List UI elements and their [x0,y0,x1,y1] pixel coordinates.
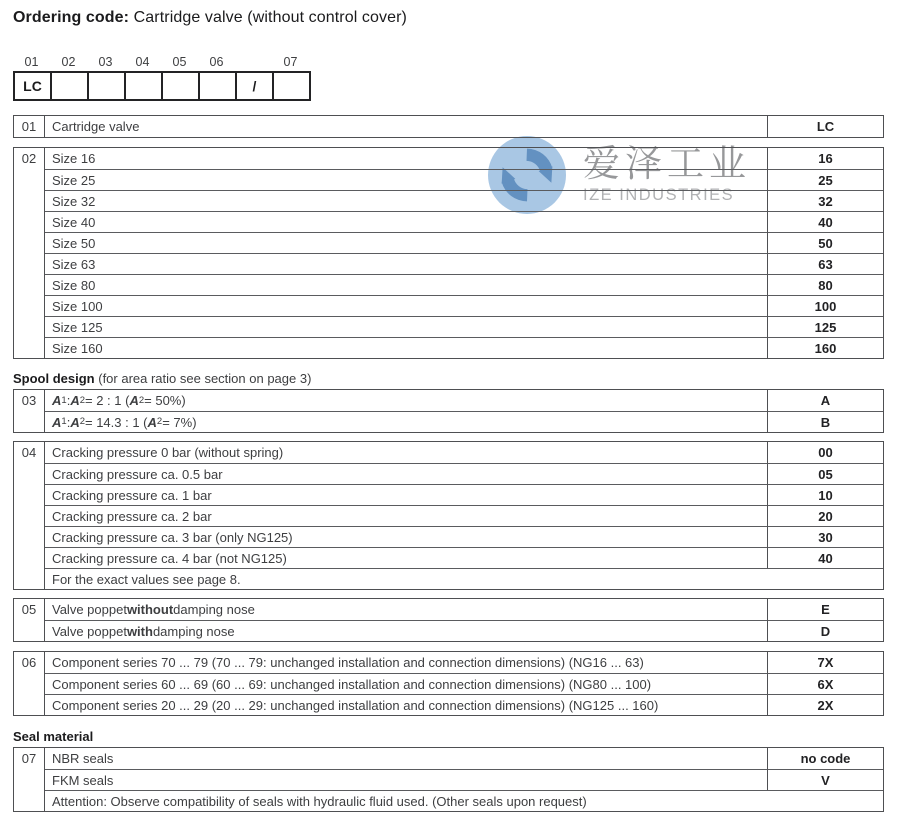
code-label: 04 [135,55,150,69]
row-value: 2X [767,694,883,715]
row-label: Size 16 [52,151,96,166]
table-section-05 [13,598,884,642]
row-value: 20 [767,505,883,526]
row-value: 40 [767,547,883,568]
watermark-en-text: IZE INDUSTRIES [583,186,735,204]
table-section-04 [13,441,884,590]
row-label: Component series 70 ... 79 (70 ... 79: unchanged installation and connection dimensions) (NG16 ... 63) [52,655,644,670]
row-value: A [767,390,883,411]
table-section-03 [13,389,884,433]
row-label: Size 125 [45,316,767,337]
code-cell [87,71,126,101]
row-label: NBR seals [52,751,114,766]
row-value: 25 [767,169,883,190]
row-label: A 1 : A 2 = 2 : 1 ( A 2 = 50%) [52,393,186,408]
row-value: 50 [767,232,883,253]
code-cell [161,71,200,101]
row-value: D [767,620,883,641]
row-label: Component series 60 ... 69 (60 ... 69: unchanged installation and connection dimensions) (NG80 ... 100) [45,673,767,694]
row-value: 100 [767,295,883,316]
table-section-01 [13,115,884,138]
row-value: no code [767,748,883,769]
table-section-02 [13,142,884,359]
watermark-cn-text: 爱泽工业 [583,142,751,185]
section-number: 02 [14,148,45,358]
spool-design-heading: Spool design (for area ratio see section on page 3) [13,371,312,386]
row-label: FKM seals [45,769,767,790]
section-number: 06 [14,652,45,715]
code-cell [124,71,163,101]
row-label: Cracking pressure ca. 3 bar (only NG125) [45,526,767,547]
row-value: 10 [767,484,883,505]
page-title-rest: Cartridge valve (without control cover) [129,9,407,26]
row-label: Size 80 [45,274,767,295]
row-label: Cracking pressure ca. 1 bar [45,484,767,505]
section-number: 04 [14,442,45,589]
row-value: 16 [767,148,883,169]
row-value: 05 [767,463,883,484]
row-value: LC [767,116,883,137]
row-label-fullspan: Attention: Observe compatibility of seals with hydraulic fluid used. (Other seals upon request) [45,790,883,811]
row-label: Cartridge valve [52,119,140,134]
code-label: 03 [98,55,113,69]
code-label: 05 [172,55,187,69]
code-boxes [13,71,897,101]
row-label: Cracking pressure ca. 2 bar [45,505,767,526]
code-position-labels [13,55,897,69]
seal-material-heading: Seal material [13,729,94,744]
row-value: 80 [767,274,883,295]
row-label: A 1 : A 2 = 14.3 : 1 ( A 2 = 7%) [45,411,767,432]
row-value: 40 [767,211,883,232]
row-value: 30 [767,526,883,547]
row-value: 160 [767,337,883,358]
row-label: Size 50 [45,232,767,253]
row-value: 00 [767,442,883,463]
section-number: 01 [14,116,45,137]
code-label: 07 [283,55,298,69]
code-cell [198,71,237,101]
row-value: 125 [767,316,883,337]
code-label: 06 [209,55,224,69]
section-number: 05 [14,599,45,641]
table-section-06 [13,651,884,716]
page-title-bold: Ordering code: [13,9,130,26]
code-label: 02 [61,55,76,69]
row-label: Cracking pressure 0 bar (without spring) [52,445,284,460]
code-cell: / [235,71,274,101]
row-value: E [767,599,883,620]
row-label: Size 25 [45,169,767,190]
row-value: 6X [767,673,883,694]
row-label: Cracking pressure ca. 0.5 bar [45,463,767,484]
code-cell: LC [13,71,52,101]
row-label: Size 32 [45,190,767,211]
code-cell [272,71,311,101]
row-label: Size 40 [45,211,767,232]
row-value: 63 [767,253,883,274]
row-label-fullspan: For the exact values see page 8. [45,568,883,589]
section-number: 07 [14,748,45,811]
row-value: B [767,411,883,432]
code-cell [50,71,89,101]
row-label: Valve poppet without damping nose [52,602,255,617]
row-label: Valve poppet with damping nose [45,620,767,641]
row-label: Size 63 [45,253,767,274]
table-section-07 [13,747,884,812]
row-value: 7X [767,652,883,673]
page-title [13,0,897,27]
code-label [235,55,272,69]
row-label: Size 160 [45,337,767,358]
row-label: Size 100 [45,295,767,316]
row-value: V [767,769,883,790]
row-value: 32 [767,190,883,211]
row-label: Component series 20 ... 29 (20 ... 29: unchanged installation and connection dimensions) (NG125 ... 160) [45,694,767,715]
section-number: 03 [14,390,45,432]
row-label: Cracking pressure ca. 4 bar (not NG125) [45,547,767,568]
code-label: 01 [24,55,39,69]
